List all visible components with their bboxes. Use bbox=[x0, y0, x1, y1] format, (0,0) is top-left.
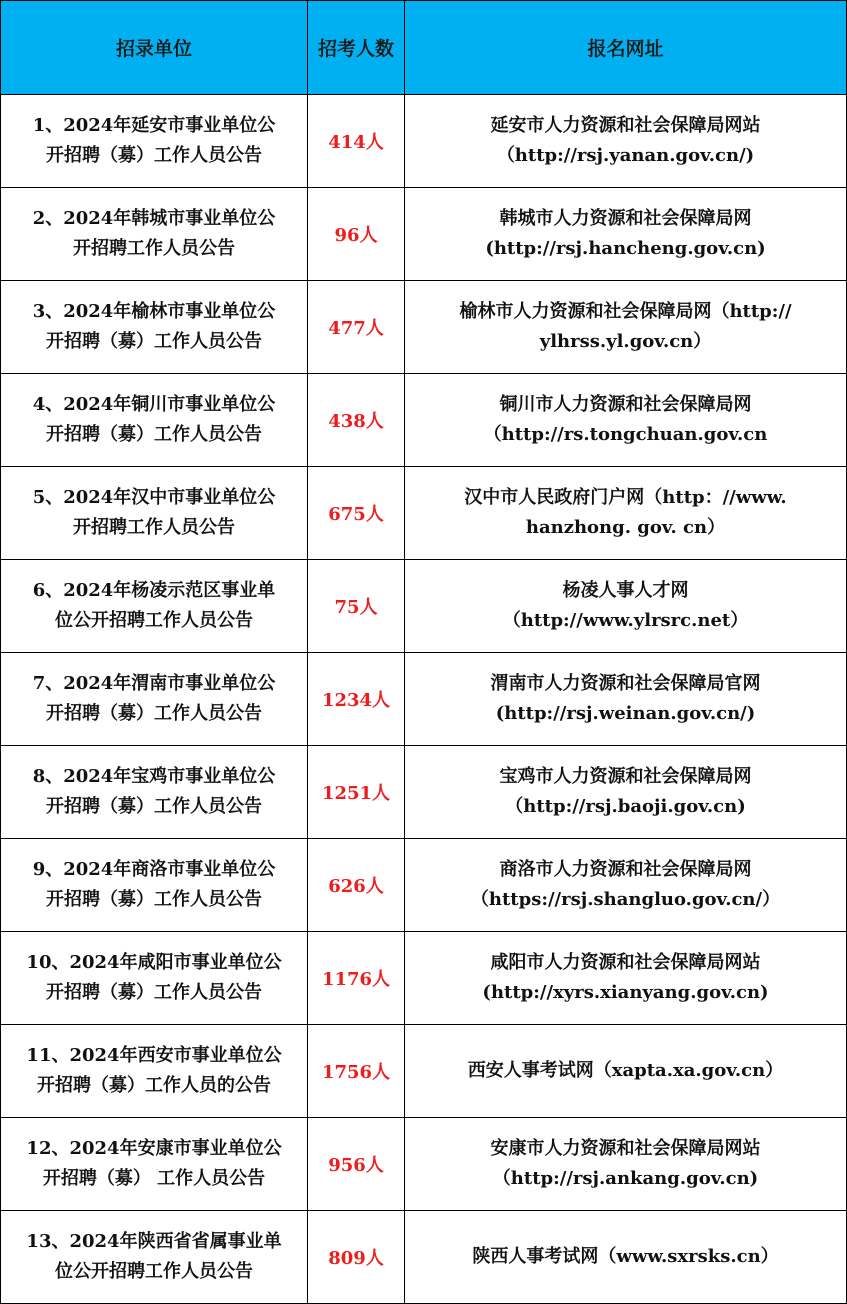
site-text-line: （https://rsj.shangluo.gov.cn/） bbox=[470, 889, 781, 910]
table-row bbox=[1, 560, 847, 653]
count-cell: 1234人 bbox=[308, 653, 405, 746]
unit-cell bbox=[1, 374, 308, 467]
unit-cell bbox=[1, 95, 308, 188]
count-cell: 96人 bbox=[308, 188, 405, 281]
site-cell bbox=[405, 467, 847, 560]
unit-text-line: 2、2024年韩城市事业单位公 bbox=[32, 208, 276, 229]
site-text-line: （http://rsj.ankang.gov.cn) bbox=[492, 1168, 759, 1189]
header-count: 招考人数 bbox=[308, 1, 405, 95]
unit-text-line: 7、2024年渭南市事业单位公 bbox=[32, 673, 276, 694]
unit-cell bbox=[1, 932, 308, 1025]
site-cell bbox=[405, 1025, 847, 1118]
table-header-row bbox=[1, 1, 847, 95]
site-cell bbox=[405, 746, 847, 839]
table-row bbox=[1, 188, 847, 281]
site-text-line: 西安人事考试网（xapta.xa.gov.cn） bbox=[467, 1060, 784, 1081]
unit-cell bbox=[1, 1118, 308, 1211]
site-cell bbox=[405, 839, 847, 932]
count-cell: 414人 bbox=[308, 95, 405, 188]
unit-text-line: 开招聘（募）工作人员公告 bbox=[46, 796, 262, 817]
unit-text-line: 开招聘工作人员公告 bbox=[73, 517, 235, 538]
unit-text-line: 12、2024年安康市事业单位公 bbox=[26, 1138, 282, 1159]
site-text-line: 宝鸡市人力资源和社会保障局网 bbox=[499, 766, 752, 787]
site-text-line: 韩城市人力资源和社会保障局网 bbox=[499, 208, 752, 229]
unit-text-line: 开招聘（募）工作人员公告 bbox=[46, 703, 262, 724]
unit-text-line: 开招聘（募）工作人员公告 bbox=[46, 331, 262, 352]
site-text-line: 杨凌人事人才网 bbox=[562, 580, 689, 601]
count-cell: 75人 bbox=[308, 560, 405, 653]
unit-text-line: 开招聘（募）工作人员的公告 bbox=[37, 1075, 271, 1096]
unit-text-line: 11、2024年西安市事业单位公 bbox=[26, 1045, 282, 1066]
unit-cell bbox=[1, 188, 308, 281]
site-text-line: 安康市人力资源和社会保障局网站 bbox=[490, 1138, 761, 1159]
unit-cell bbox=[1, 839, 308, 932]
table-row bbox=[1, 746, 847, 839]
site-text-line: ylhrss.yl.gov.cn） bbox=[539, 331, 712, 352]
count-cell: 477人 bbox=[308, 281, 405, 374]
count-cell: 1176人 bbox=[308, 932, 405, 1025]
site-text-line: （http://rsj.baoji.gov.cn) bbox=[505, 796, 746, 817]
site-cell bbox=[405, 281, 847, 374]
site-cell bbox=[405, 560, 847, 653]
table-row bbox=[1, 467, 847, 560]
table-row bbox=[1, 1118, 847, 1211]
count-cell: 809人 bbox=[308, 1211, 405, 1304]
unit-text-line: 开招聘（募）工作人员公告 bbox=[46, 145, 262, 166]
site-cell bbox=[405, 1118, 847, 1211]
unit-text-line: 开招聘工作人员公告 bbox=[73, 238, 235, 259]
unit-text-line: 8、2024年宝鸡市事业单位公 bbox=[32, 766, 276, 787]
count-cell: 1756人 bbox=[308, 1025, 405, 1118]
site-text-line: 延安市人力资源和社会保障局网站 bbox=[490, 115, 761, 136]
unit-cell bbox=[1, 1025, 308, 1118]
site-text-line: 咸阳市人力资源和社会保障局网站 bbox=[490, 952, 761, 973]
table-row bbox=[1, 281, 847, 374]
table-row bbox=[1, 1025, 847, 1118]
count-cell: 1251人 bbox=[308, 746, 405, 839]
site-text-line: (http://xyrs.xianyang.gov.cn) bbox=[482, 982, 769, 1003]
site-text-line: 榆林市人力资源和社会保障局网（http:// bbox=[459, 301, 792, 322]
site-cell bbox=[405, 374, 847, 467]
unit-text-line: 位公开招聘工作人员公告 bbox=[55, 610, 253, 631]
site-cell bbox=[405, 1211, 847, 1304]
site-text-line: (http://rsj.weinan.gov.cn/) bbox=[495, 703, 756, 724]
site-text-line: 铜川市人力资源和社会保障局网 bbox=[499, 394, 752, 415]
table-row bbox=[1, 653, 847, 746]
unit-text-line: 4、2024年铜川市事业单位公 bbox=[32, 394, 276, 415]
unit-text-line: 开招聘（募） 工作人员公告 bbox=[42, 1168, 266, 1189]
table-row bbox=[1, 374, 847, 467]
count-cell: 438人 bbox=[308, 374, 405, 467]
unit-cell bbox=[1, 281, 308, 374]
unit-text-line: 10、2024年咸阳市事业单位公 bbox=[26, 952, 282, 973]
count-cell: 956人 bbox=[308, 1118, 405, 1211]
unit-text-line: 开招聘（募）工作人员公告 bbox=[46, 424, 262, 445]
site-text-line: （http://rs.tongchuan.gov.cn bbox=[483, 424, 768, 445]
site-text-line: 汉中市人民政府门户网（http：//www. bbox=[464, 487, 787, 508]
site-cell bbox=[405, 932, 847, 1025]
site-text-line: 陕西人事考试网（www.sxrsks.cn） bbox=[472, 1246, 779, 1267]
unit-cell bbox=[1, 653, 308, 746]
header-site: 报名网址 bbox=[405, 1, 847, 95]
site-text-line: hanzhong. gov. cn） bbox=[525, 517, 726, 538]
count-cell: 675人 bbox=[308, 467, 405, 560]
unit-text-line: 3、2024年榆林市事业单位公 bbox=[32, 301, 276, 322]
unit-text-line: 开招聘（募）工作人员公告 bbox=[46, 889, 262, 910]
table-row bbox=[1, 95, 847, 188]
table-row bbox=[1, 1211, 847, 1304]
site-text-line: （http://rsj.yanan.gov.cn/) bbox=[496, 145, 755, 166]
table-body bbox=[1, 95, 847, 1304]
unit-cell bbox=[1, 467, 308, 560]
unit-text-line: 6、2024年杨凌示范区事业单 bbox=[32, 580, 276, 601]
table-row bbox=[1, 839, 847, 932]
unit-text-line: 1、2024年延安市事业单位公 bbox=[32, 115, 276, 136]
count-cell: 626人 bbox=[308, 839, 405, 932]
site-cell bbox=[405, 188, 847, 281]
unit-cell bbox=[1, 746, 308, 839]
site-text-line: 商洛市人力资源和社会保障局网 bbox=[499, 859, 752, 880]
unit-cell bbox=[1, 560, 308, 653]
unit-cell bbox=[1, 1211, 308, 1304]
site-cell bbox=[405, 653, 847, 746]
site-text-line: （http://www.ylrsrc.net） bbox=[502, 610, 749, 631]
unit-text-line: 开招聘（募）工作人员公告 bbox=[46, 982, 262, 1003]
site-cell bbox=[405, 95, 847, 188]
unit-text-line: 位公开招聘工作人员公告 bbox=[55, 1261, 253, 1282]
header-unit: 招录单位 bbox=[1, 1, 308, 95]
unit-text-line: 13、2024年陕西省省属事业单 bbox=[26, 1231, 282, 1252]
site-text-line: (http://rsj.hancheng.gov.cn) bbox=[485, 238, 766, 259]
unit-text-line: 9、2024年商洛市事业单位公 bbox=[32, 859, 276, 880]
unit-text-line: 5、2024年汉中市事业单位公 bbox=[32, 487, 276, 508]
site-text-line: 渭南市人力资源和社会保障局官网 bbox=[490, 673, 761, 694]
table-row bbox=[1, 932, 847, 1025]
